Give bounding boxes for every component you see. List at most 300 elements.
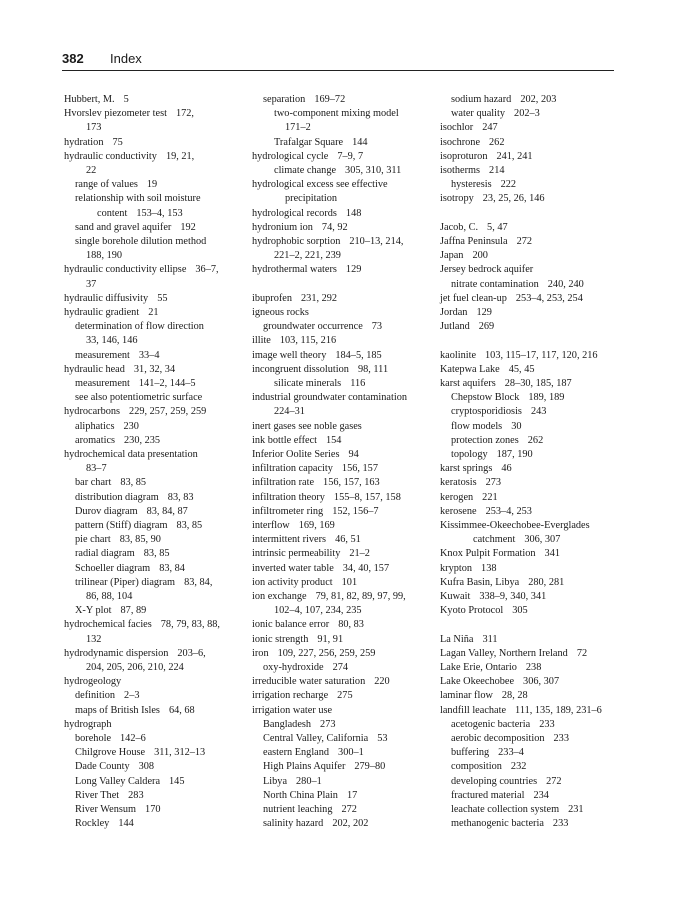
page-locators: 141–2, 144–5 (138, 378, 196, 389)
index-entry (252, 590, 406, 604)
index-term: sand and gravel aquifer (75, 221, 172, 233)
index-term: Jaffna Peninsula (440, 236, 508, 247)
index-entry (252, 420, 362, 434)
index-entry-continuation (86, 278, 96, 292)
index-term: jet fuel clean-up (440, 292, 507, 304)
index-entry (252, 178, 388, 192)
index-term: hysteresis (451, 179, 492, 191)
index-entry (440, 689, 528, 703)
index-term: hydration (64, 136, 104, 148)
index-term: composition (451, 761, 502, 773)
index-term: hydrophobic sorption (252, 236, 341, 247)
index-entry (252, 675, 390, 689)
page-locators: 91, 91 (317, 633, 344, 645)
index-term: hydrochemical facies (64, 619, 152, 631)
index-term: hydrological records (252, 207, 337, 219)
index-entry (440, 377, 572, 391)
index-entry (75, 704, 195, 718)
index-term: iron (252, 647, 269, 659)
page-locators: 230 (123, 420, 139, 432)
index-entry (274, 136, 368, 150)
index-entry (75, 562, 185, 576)
index-term: kerogen (440, 491, 474, 503)
index-term: two-component mixing model (274, 108, 399, 120)
index-entry (75, 420, 139, 434)
page-locators: 53 (377, 733, 388, 744)
index-term: developing countries (451, 775, 538, 787)
page-locators: 283 (128, 789, 144, 801)
index-entry (75, 178, 157, 192)
page-locators: 23, 25, 26, 146 (482, 193, 545, 205)
page-locators: 19 (146, 179, 158, 191)
index-term: Durov diagram (75, 505, 138, 517)
index-entry (440, 647, 587, 661)
index-term: image well theory (252, 349, 327, 361)
index-term: eastern England (263, 747, 330, 759)
page-locators: 170 (145, 804, 161, 815)
index-entry (451, 93, 556, 107)
page-locators: 306, 307 (523, 676, 560, 688)
index-entry (75, 576, 212, 590)
index-entry (263, 320, 382, 334)
index-term: illite (252, 335, 271, 347)
index-entry-continuation (473, 533, 560, 547)
page-locators: 21 (148, 307, 159, 318)
index-entry (263, 775, 322, 789)
index-entry (64, 136, 123, 150)
page-locators: 262 (527, 434, 544, 446)
page-locators: 144 (352, 136, 368, 148)
index-term: igneous rocks (252, 307, 309, 318)
index-entry (252, 391, 407, 405)
page-locators: 233 (552, 818, 569, 830)
index-term: ion exchange (252, 591, 307, 602)
index-term: Jersey bedrock aquifer (440, 264, 534, 276)
index-term: krypton (440, 562, 473, 574)
index-entry (252, 150, 363, 164)
page-locators: 2–3 (124, 690, 140, 702)
index-entry (252, 519, 335, 533)
index-continuation-text: 83–7 (86, 463, 107, 475)
index-term: Jordan (440, 307, 468, 318)
index-entry (440, 576, 564, 590)
page-locators: 111, 135, 189, 231–6 (515, 704, 602, 716)
index-term: North China Plain (263, 789, 338, 801)
index-entry (252, 292, 337, 306)
page-locators: 274 (332, 662, 349, 673)
index-term: Kufra Basin, Libya (440, 576, 520, 588)
page-locators: 202–3 (514, 108, 540, 120)
page-locators: 7–9, 7 (337, 150, 364, 162)
index-term: measurement (75, 378, 130, 389)
index-term: ink bottle effect (252, 434, 317, 446)
page-locators: 78, 79, 83, 88, (160, 619, 220, 631)
page-locators: 229, 257, 259, 259 (129, 406, 207, 418)
index-entry (75, 505, 188, 519)
page-locators: 247 (482, 122, 498, 134)
index-term: interflow (252, 520, 290, 531)
page-locators: 202, 202 (332, 818, 369, 830)
page-locators: 233 (539, 718, 555, 730)
index-term: Central Valley, California (263, 733, 369, 744)
page-locators: 232 (510, 761, 527, 773)
index-entry (75, 803, 161, 817)
index-entry (252, 334, 336, 348)
index-entry (64, 647, 206, 661)
page-locators: 272 (546, 775, 562, 787)
index-term: measurement (75, 349, 130, 361)
page-locators: 269 (478, 321, 495, 333)
index-term: methanogenic bacteria (451, 818, 544, 830)
index-term: industrial groundwater contamination (252, 392, 407, 404)
index-term: hydrocarbons (64, 406, 121, 418)
index-entry (75, 604, 146, 618)
page-locators: 341 (544, 548, 560, 560)
page-locators: 80, 83 (338, 619, 364, 631)
index-entry (75, 349, 160, 363)
index-term: kaolinite (440, 349, 477, 361)
index-entry (64, 618, 220, 632)
page-locators: 214 (489, 165, 505, 176)
index-entry (75, 377, 196, 391)
index-entry-continuation (285, 192, 337, 206)
index-entry (451, 405, 546, 419)
page-locators: 64, 68 (168, 704, 195, 716)
index-term: infiltrometer ring (252, 505, 324, 517)
index-entry (274, 164, 401, 178)
index-term: Jacob, C. (440, 221, 479, 233)
index-entry (252, 562, 389, 576)
index-term: definition (75, 690, 116, 702)
index-term: cryptosporidiosis (451, 406, 522, 418)
page-locators: 74, 92 (321, 221, 348, 233)
index-term: see also potentiometric surface (75, 392, 203, 404)
page-locators: 253–4, 253, 254 (515, 292, 583, 304)
index-term: hydraulic diffusivity (64, 292, 149, 304)
page-locators: 200 (472, 250, 488, 262)
index-entry (252, 207, 361, 221)
index-entry (64, 363, 175, 377)
index-term: fractured material (451, 789, 525, 801)
index-term: Lake Okeechobee (440, 676, 515, 688)
index-term: Bangladesh (263, 718, 312, 730)
page-locators: 45, 45 (508, 363, 535, 375)
index-entry (252, 263, 361, 277)
index-entry (75, 775, 184, 789)
index-term: karst aquifers (440, 378, 496, 389)
index-entry-continuation (86, 633, 101, 647)
page-locators: 98, 111 (357, 363, 389, 375)
index-entry (263, 661, 348, 675)
index-term: Hubbert, M. (64, 94, 115, 105)
page-locators: 155–8, 157, 158 (333, 491, 401, 503)
index-term: acetogenic bacteria (451, 718, 531, 730)
index-term: hydronium ion (252, 221, 313, 233)
index-term: flow models (451, 420, 503, 432)
index-entry (440, 249, 488, 263)
page-locators: 156, 157, 163 (323, 477, 380, 489)
page-locators: 210–13, 214, (349, 236, 404, 247)
index-continuation-text: 37 (86, 278, 97, 290)
index-term: keratosis (440, 477, 477, 489)
index-entry (451, 789, 549, 803)
index-entry (252, 349, 382, 363)
index-term: irrigation recharge (252, 690, 329, 702)
index-term: hydrodynamic dispersion (64, 647, 169, 659)
index-entry (252, 505, 379, 519)
index-entry (274, 107, 399, 121)
index-term: silicate minerals (274, 378, 342, 389)
index-term: Jutland (440, 321, 470, 333)
page-locators: 192 (180, 221, 196, 233)
page-locators: 116 (350, 378, 366, 389)
page-locators: 28–30, 185, 187 (504, 378, 572, 389)
page-locators: 101 (341, 576, 358, 588)
index-entry (75, 519, 202, 533)
index-term: hydrological excess see effective (252, 179, 388, 191)
index-entry (440, 192, 545, 206)
index-term: buffering (451, 747, 490, 759)
index-entry (75, 533, 161, 547)
index-entry (440, 675, 559, 689)
page-locators: 241, 241 (496, 150, 533, 162)
page-locators: 305, 310, 311 (345, 165, 402, 176)
index-term: hydraulic gradient (64, 307, 140, 318)
index-entry (263, 760, 385, 774)
index-term: salinity hazard (263, 818, 324, 830)
index-entry (451, 434, 543, 448)
index-entry-continuation (86, 121, 101, 135)
index-term: hydrochemical data presentation (64, 449, 198, 460)
index-term: determination of flow direction (75, 321, 204, 333)
index-continuation-text: 22 (86, 165, 97, 176)
page-locators: 305 (512, 605, 528, 617)
page-title: Index (110, 51, 142, 66)
index-term: ion activity product (252, 576, 333, 588)
index-entry (440, 320, 494, 334)
index-term: hydrograph (64, 718, 112, 730)
index-term: infiltration theory (252, 491, 325, 503)
index-entry (440, 590, 546, 604)
index-continuation-text: content (97, 207, 128, 219)
index-entry (64, 93, 129, 107)
page-locators: 221 (482, 491, 498, 503)
index-entry (440, 121, 498, 135)
index-entry (440, 604, 528, 618)
index-entry (252, 533, 361, 547)
index-term: Schoeller diagram (75, 562, 151, 574)
page-locators: 28, 28 (501, 690, 528, 702)
index-term: Rockley (75, 818, 110, 830)
index-term: Chepstow Block (451, 392, 520, 404)
index-entry (263, 718, 336, 732)
page-locators: 83, 84, 87 (146, 505, 188, 517)
index-entry (451, 448, 533, 462)
index-term: hydrogeology (64, 676, 122, 688)
index-entry (451, 391, 564, 405)
page-locators: 103, 115–17, 117, 120, 216 (485, 349, 598, 361)
index-term: incongruent dissolution (252, 363, 349, 375)
index-term: distribution diagram (75, 491, 159, 503)
index-entry (440, 505, 532, 519)
index-term: Dade County (75, 761, 130, 773)
index-entry-continuation (86, 334, 137, 348)
index-term: pattern (Stiff) diagram (75, 520, 168, 531)
index-term: protection zones (451, 434, 519, 446)
index-entry (75, 817, 134, 831)
index-entry (451, 178, 516, 192)
index-entry (440, 661, 541, 675)
index-term: Lagan Valley, Northern Ireland (440, 647, 568, 659)
index-entry-continuation (274, 405, 305, 419)
index-term: hydraulic conductivity ellipse (64, 264, 187, 276)
page-locators: 21–2 (349, 548, 370, 560)
index-term: ionic strength (252, 633, 309, 645)
index-entry (252, 448, 359, 462)
page-locators: 94 (348, 449, 359, 460)
index-term: hydrological cycle (252, 150, 329, 162)
page-locators: 275 (337, 690, 353, 702)
page-locators: 46, 51 (335, 534, 361, 546)
index-term: Chilgrove House (75, 747, 146, 759)
index-term: inverted water table (252, 562, 334, 574)
index-term: Long Valley Caldera (75, 775, 161, 787)
index-term: trilinear (Piper) diagram (75, 576, 176, 588)
page-locators: 73 (371, 321, 383, 333)
page-locators: 234 (533, 789, 549, 801)
index-term: Katepwa Lake (440, 363, 500, 375)
index-term: relationship with soil moisture (75, 193, 201, 205)
index-term: isochlor (440, 122, 474, 134)
index-entry (252, 647, 375, 661)
page-locators: 243 (530, 406, 547, 418)
page-locators: 129 (345, 264, 362, 276)
index-term: intrinsic permeability (252, 548, 341, 560)
index-continuation-text: 188, 190 (86, 250, 123, 262)
index-entry (75, 221, 196, 235)
index-entry (252, 547, 370, 561)
page-locators: 87, 89 (120, 605, 147, 617)
page-locators: 184–5, 185 (335, 349, 382, 361)
page-locators: 83, 85 (120, 477, 147, 489)
index-term: single borehole dilution method (75, 236, 207, 247)
page-locators: 129 (476, 307, 492, 318)
page-locators: 36–7, (195, 264, 219, 276)
index-entry (274, 377, 365, 391)
index-entry (75, 391, 202, 405)
index-term: aerobic decomposition (451, 733, 545, 744)
index-entry (451, 817, 568, 831)
page-locators: 17 (346, 789, 358, 801)
index-term: landfill leachate (440, 704, 507, 716)
page-locators: 220 (374, 676, 390, 688)
index-entry-continuation (274, 604, 362, 618)
index-entry-continuation (86, 462, 107, 476)
index-entry (64, 448, 198, 462)
running-header (62, 50, 614, 70)
index-entry (75, 689, 140, 703)
index-term: Libya (263, 775, 288, 787)
page-locators: 55 (157, 292, 168, 304)
index-term: hydraulic head (64, 363, 125, 375)
index-term: Knox Pulpit Formation (440, 548, 536, 560)
page-locators: 231, 292 (301, 292, 338, 304)
index-entry (263, 93, 345, 107)
page-locators: 238 (525, 662, 542, 673)
page-locators: 5 (123, 94, 129, 105)
index-term: leachate collection system (451, 804, 560, 815)
index-term: hydraulic conductivity (64, 150, 157, 162)
index-term: borehole (75, 733, 112, 744)
page-locators: 109, 227, 256, 259, 259 (277, 647, 376, 659)
page-locators: 83, 85 (143, 548, 170, 560)
index-term: isoproturon (440, 150, 488, 162)
index-term: La Niña (440, 633, 474, 645)
index-entry (252, 689, 353, 703)
index-entry (440, 562, 497, 576)
index-term: climate change (274, 165, 337, 176)
index-term: aromatics (75, 434, 116, 446)
index-term: nutrient leaching (263, 804, 333, 815)
index-term: topology (451, 449, 488, 460)
page-number: 382 (62, 51, 84, 66)
index-entry (75, 760, 154, 774)
page-locators: 172, (175, 108, 194, 120)
index-continuation-text: 204, 205, 206, 210, 224 (86, 662, 184, 673)
index-term: range of values (75, 179, 138, 191)
page-locators: 31, 32, 34 (133, 363, 176, 375)
page-locators: 46 (501, 463, 512, 475)
index-entry (252, 476, 380, 490)
index-term: intermittent rivers (252, 534, 327, 546)
index-entry (440, 363, 535, 377)
index-term: pie chart (75, 534, 111, 546)
index-entry (64, 675, 121, 689)
page-locators: 187, 190 (496, 449, 533, 460)
index-entry (440, 519, 590, 533)
page-locators: 145 (169, 775, 185, 787)
index-entry (75, 235, 206, 249)
index-entry (451, 107, 540, 121)
page-locators: 272 (341, 804, 357, 815)
index-term: Hvorslev piezometer test (64, 108, 167, 120)
page-locators: 33–4 (138, 349, 160, 361)
index-entry (440, 306, 492, 320)
page-locators: 30 (511, 420, 522, 432)
index-entry (440, 136, 504, 150)
index-term: High Plains Aquifer (263, 761, 346, 773)
page-locators: 83, 85 (176, 520, 203, 531)
page-locators: 311 (482, 633, 498, 645)
index-entry (64, 107, 194, 121)
index-entry (440, 150, 533, 164)
index-entry (252, 434, 341, 448)
index-entry (252, 235, 403, 249)
index-continuation-text: 132 (86, 633, 102, 645)
index-term: isotropy (440, 193, 474, 205)
index-entry (252, 491, 401, 505)
index-term: radial diagram (75, 548, 135, 560)
index-continuation-text: 33, 146, 146 (86, 335, 138, 347)
index-entry (75, 491, 194, 505)
page-locators: 306, 307 (524, 534, 561, 546)
index-entry (440, 235, 532, 249)
index-term: River Wensum (75, 804, 137, 815)
index-entry (252, 306, 309, 320)
page-locators: 169–72 (314, 94, 346, 105)
index-entry (75, 789, 144, 803)
index-entry (440, 221, 508, 235)
